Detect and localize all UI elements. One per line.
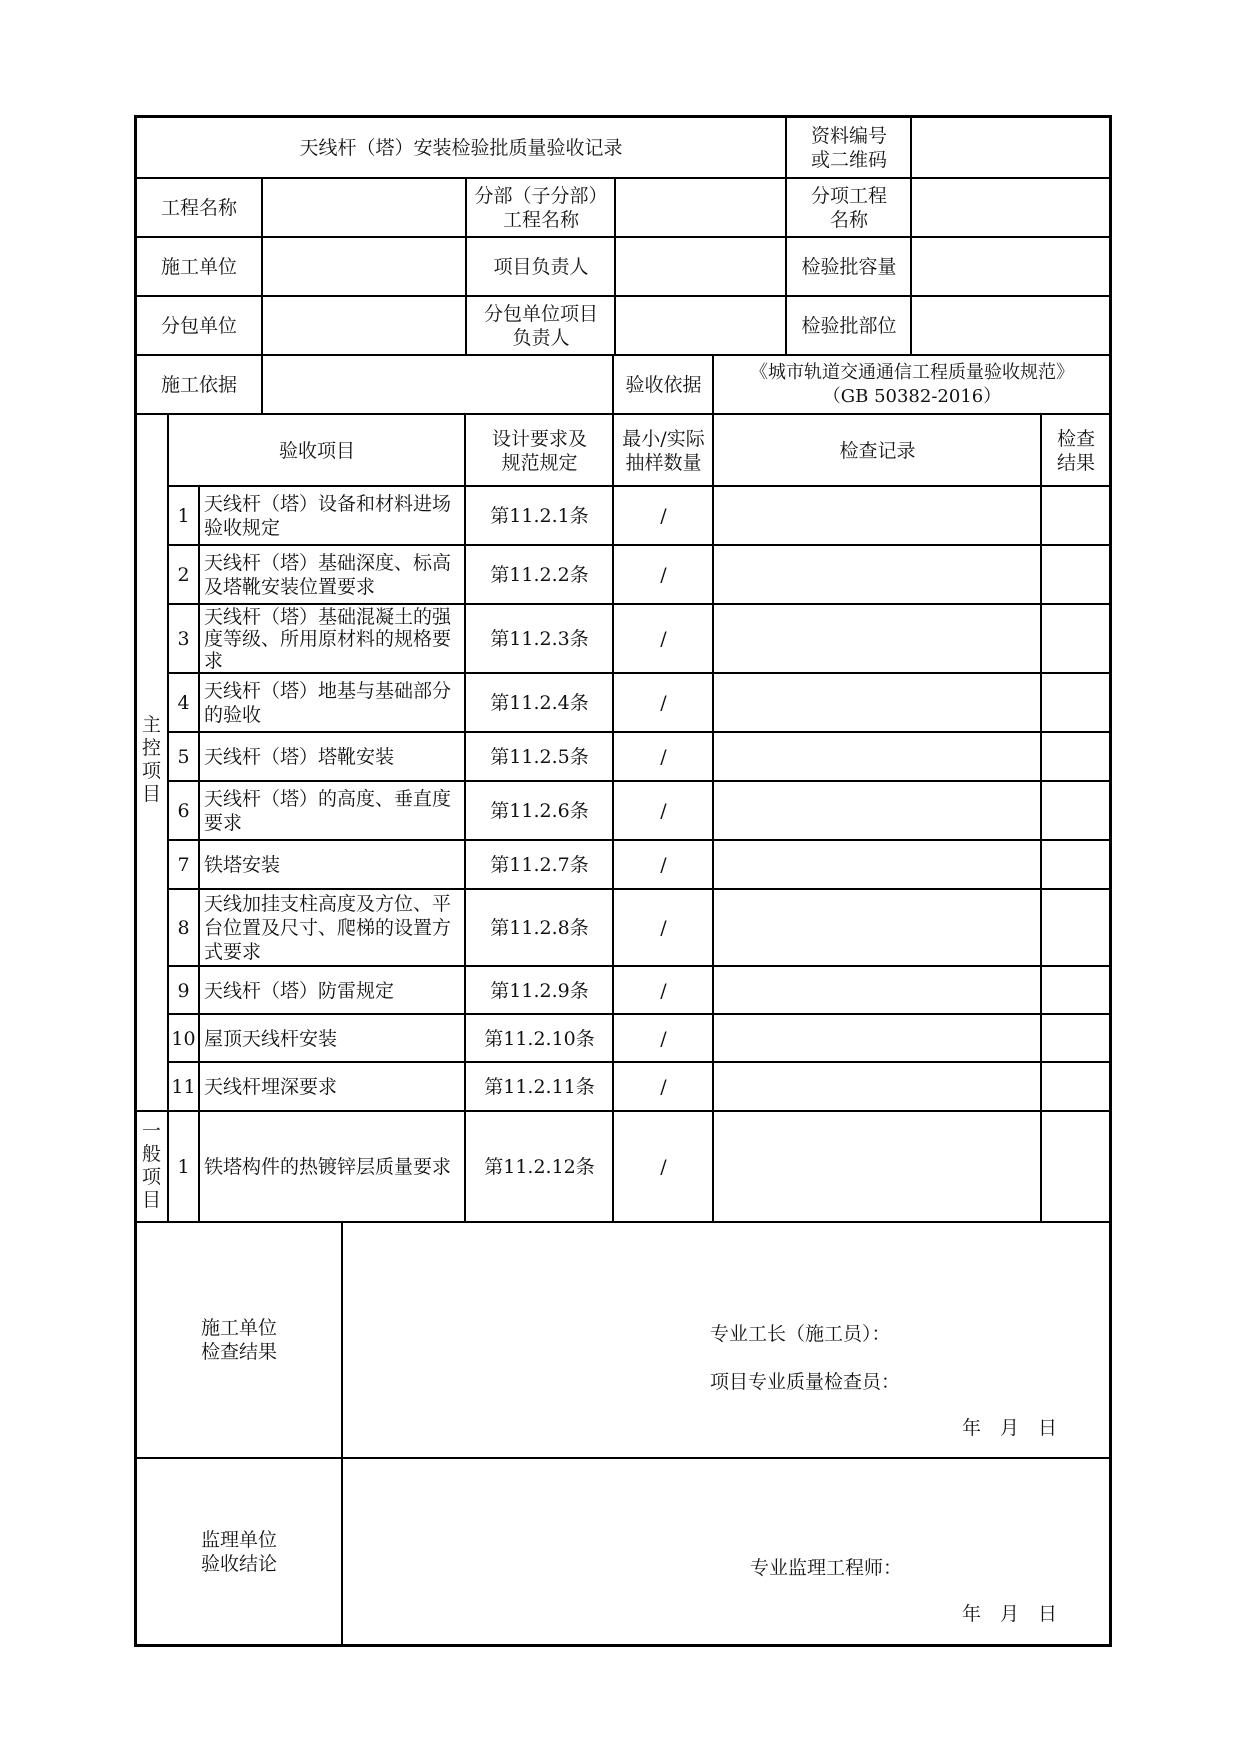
col-record: 检查记录 — [839, 439, 916, 462]
clause-ref: 第11.2.7条 — [490, 854, 589, 876]
inspection-record-field[interactable] — [714, 890, 1041, 966]
col-sample: 最小/实际 抽样数量 — [622, 427, 705, 474]
sample-qty: / — [660, 1076, 667, 1098]
main-control-label: 主 控 项 目 — [141, 714, 161, 805]
subcontractor-field[interactable] — [263, 297, 465, 355]
acceptance-basis-value: 《城市轨道交通通信工程质量验收规范》 （GB 50382-2016） — [750, 362, 1074, 407]
inspection-result-field[interactable] — [1042, 605, 1110, 673]
row-number: 5 — [177, 746, 190, 768]
sub-manager-label: 分包单位项目 负责人 — [483, 303, 598, 349]
col-result: 检查 结果 — [1056, 427, 1095, 474]
inspection-result-field[interactable] — [1042, 1015, 1110, 1062]
inspection-result-field[interactable] — [1042, 1063, 1110, 1111]
project-manager-field[interactable] — [616, 238, 786, 296]
form-title: 天线杆（塔）安装检验批质量验收记录 — [299, 136, 623, 159]
sub-item-label: 分项工程 名称 — [810, 185, 887, 231]
inspection-record-field[interactable] — [714, 967, 1041, 1014]
inspection-result-field[interactable] — [1042, 1112, 1110, 1221]
clause-ref: 第11.2.11条 — [484, 1076, 595, 1098]
sub-division-field[interactable] — [616, 179, 786, 237]
inspection-result-field[interactable] — [1042, 890, 1110, 966]
inspection-record-field[interactable] — [714, 1015, 1041, 1062]
item-description: 天线杆（塔）防雷规定 — [204, 979, 395, 1002]
clause-ref: 第11.2.2条 — [490, 564, 589, 586]
inspection-record-field[interactable] — [714, 1112, 1041, 1221]
sample-qty: / — [660, 692, 667, 714]
row-number: 3 — [177, 628, 190, 650]
sample-qty: / — [660, 1027, 667, 1050]
row-number: 7 — [177, 854, 190, 876]
sample-qty: / — [660, 854, 667, 876]
item-description: 铁塔安装 — [204, 854, 281, 876]
item-description: 天线杆（塔）基础深度、标高及塔靴安装位置要求 — [204, 552, 452, 598]
row-number: 1 — [177, 505, 190, 527]
contractor-field[interactable] — [263, 238, 465, 296]
clause-ref: 第11.2.5条 — [490, 746, 589, 768]
sample-qty: / — [660, 564, 667, 586]
foreman-signature-label[interactable]: 专业工长（施工员）： — [710, 1323, 891, 1345]
sub-item-field[interactable] — [912, 179, 1110, 237]
clause-ref: 第11.2.3条 — [490, 628, 589, 650]
project-name-label: 工程名称 — [160, 197, 237, 219]
inspection-record-field[interactable] — [714, 605, 1041, 673]
inspection-record-field[interactable] — [714, 674, 1041, 732]
item-description: 天线杆（塔）地基与基础部分的验收 — [204, 680, 452, 726]
row-number: 8 — [177, 917, 190, 939]
row-number: 10 — [171, 1027, 196, 1050]
item-description: 天线杆埋深要求 — [204, 1076, 338, 1098]
inspection-result-field[interactable] — [1042, 841, 1110, 889]
item-description: 铁塔构件的热镀锌层质量要求 — [204, 1155, 452, 1178]
item-description: 天线杆（塔）基础混凝土的强度等级、所用原材料的规格要求 — [204, 606, 452, 672]
item-description: 天线加挂支柱高度及方位、平台位置及尺寸、爬梯的设置方式要求 — [204, 893, 452, 963]
row-number: 11 — [171, 1076, 196, 1098]
inspection-record-field[interactable] — [714, 1063, 1041, 1111]
contractor-result-label: 施工单位 检查结果 — [200, 1317, 277, 1363]
item-description: 天线杆（塔）的高度、垂直度要求 — [204, 788, 452, 834]
general-items-label: 一 般 项 目 — [141, 1120, 161, 1211]
inspection-result-field[interactable] — [1042, 546, 1110, 604]
batch-location-field[interactable] — [912, 297, 1110, 355]
row-number: 1 — [177, 1155, 190, 1178]
clause-ref: 第11.2.1条 — [490, 505, 589, 527]
sub-manager-field[interactable] — [616, 297, 786, 355]
inspection-result-field[interactable] — [1042, 967, 1110, 1014]
batch-capacity-field[interactable] — [912, 238, 1110, 296]
col-design-req: 设计要求及 规范规定 — [491, 427, 587, 474]
row-number: 9 — [177, 979, 190, 1002]
project-name-field[interactable] — [263, 179, 465, 237]
supervisor-conclusion-label: 监理单位 验收结论 — [200, 1529, 277, 1575]
sample-qty: / — [660, 917, 667, 939]
inspection-result-field[interactable] — [1042, 674, 1110, 732]
inspection-record-field[interactable] — [714, 546, 1041, 604]
subcontractor-label: 分包单位 — [160, 315, 237, 337]
clause-ref: 第11.2.6条 — [490, 800, 589, 822]
sample-qty: / — [660, 746, 667, 768]
inspection-record-field[interactable] — [714, 782, 1041, 840]
sample-qty: / — [660, 505, 667, 527]
col-item: 验收项目 — [278, 439, 355, 462]
sample-qty: / — [660, 1155, 667, 1178]
inspection-record-field[interactable] — [714, 841, 1041, 889]
doc-no-field[interactable] — [912, 117, 1110, 178]
item-description: 天线杆（塔）塔靴安装 — [204, 746, 395, 768]
sample-qty: / — [660, 800, 667, 822]
supervisor-engineer-label[interactable]: 专业监理工程师： — [750, 1557, 903, 1579]
row-number: 6 — [177, 800, 190, 822]
sample-qty: / — [660, 628, 667, 650]
acceptance-basis-label: 验收依据 — [625, 374, 702, 396]
batch-capacity-label: 检验批容量 — [801, 256, 897, 278]
construction-basis-label: 施工依据 — [160, 374, 237, 396]
row-number: 4 — [177, 692, 190, 714]
doc-no-label: 资料编号 或二维码 — [810, 124, 887, 171]
inspection-result-field[interactable] — [1042, 782, 1110, 840]
inspection-record-field[interactable] — [714, 487, 1041, 545]
item-description: 屋顶天线杆安装 — [204, 1027, 338, 1050]
project-manager-label: 项目负责人 — [493, 256, 589, 278]
inspection-result-field[interactable] — [1042, 487, 1110, 545]
item-description: 天线杆（塔）设备和材料进场验收规定 — [204, 493, 452, 539]
row-number: 2 — [177, 564, 190, 586]
sample-qty: / — [660, 979, 667, 1002]
supervisor-date-label[interactable]: 年 月 日 — [962, 1603, 1058, 1625]
clause-ref: 第11.2.4条 — [490, 692, 589, 714]
batch-location-label: 检验批部位 — [801, 315, 897, 337]
sub-division-label: 分部（子分部） 工程名称 — [474, 185, 608, 231]
contractor-label: 施工单位 — [160, 256, 237, 278]
clause-ref: 第11.2.10条 — [484, 1027, 595, 1050]
clause-ref: 第11.2.9条 — [490, 979, 589, 1002]
construction-basis-field[interactable] — [263, 356, 613, 414]
clause-ref: 第11.2.8条 — [490, 917, 589, 939]
qc-signature-label[interactable]: 项目专业质量检查员： — [710, 1371, 901, 1393]
contractor-date-label[interactable]: 年 月 日 — [962, 1417, 1058, 1439]
inspection-result-field[interactable] — [1042, 733, 1110, 781]
inspection-record-field[interactable] — [714, 733, 1041, 781]
clause-ref: 第11.2.12条 — [484, 1155, 595, 1178]
